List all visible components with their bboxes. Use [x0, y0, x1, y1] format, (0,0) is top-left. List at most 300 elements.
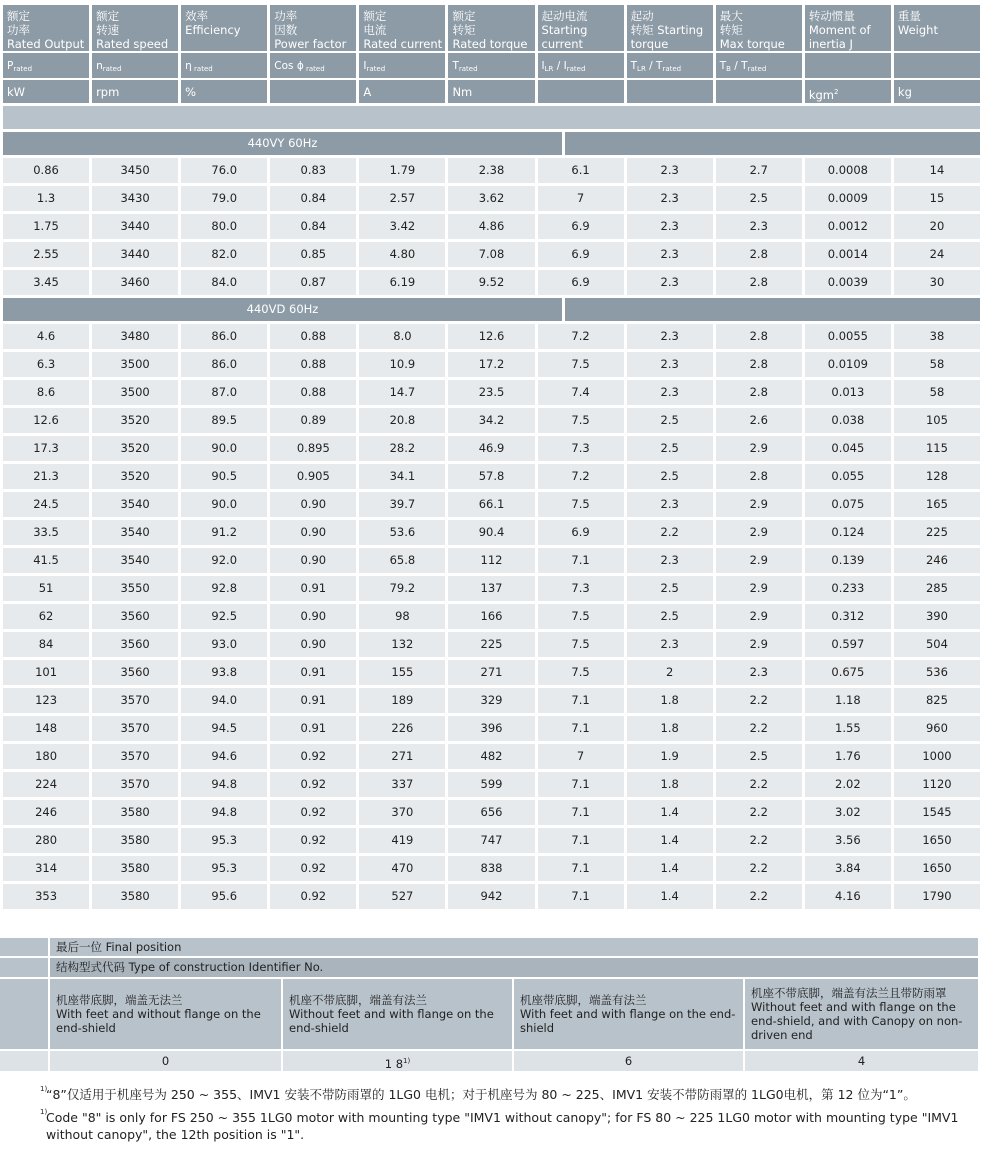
header-cn-label: 转动惯量 [808, 9, 855, 23]
table-cell: 0.045 [805, 436, 891, 461]
table-cell: 34.1 [359, 464, 445, 489]
table-cell: 92.8 [181, 576, 267, 601]
table-cell: 148 [3, 716, 89, 741]
table-cell: 246 [894, 548, 980, 573]
table-cell: 115 [894, 436, 980, 461]
table-cell: 3540 [92, 492, 178, 517]
table-cell: 6.1 [538, 158, 624, 183]
code-value: 1 8 [384, 1057, 404, 1071]
table-cell: 2.8 [716, 380, 802, 405]
table-cell: 2.7 [716, 158, 802, 183]
table-cell: 1.55 [805, 716, 891, 741]
table-cell: 57.8 [448, 464, 534, 489]
section-header [3, 132, 980, 155]
table-cell: 0.91 [270, 688, 356, 713]
table-cell: 86.0 [181, 324, 267, 349]
header-symbol-cell: $T_{rated}$ [448, 53, 534, 78]
table-cell: 2.3 [627, 242, 713, 267]
header-en-label: Rated torque [452, 37, 528, 51]
table-cell: 2.8 [716, 352, 802, 377]
table-cell: 62 [3, 604, 89, 629]
table-cell: 0.92 [270, 800, 356, 825]
table-cell: 84 [3, 632, 89, 657]
option-en-label: Without feet and with flange on the end-shield, and with Canopy on non-driven end [751, 1000, 963, 1042]
table-cell: 8.0 [359, 324, 445, 349]
table-cell: 38 [894, 324, 980, 349]
table-cell: 14 [894, 158, 980, 183]
table-cell: 6.9 [538, 270, 624, 295]
table-cell: 33.5 [3, 520, 89, 545]
table-cell: 0.84 [270, 186, 356, 211]
table-cell: 86.0 [181, 352, 267, 377]
table-cell: 95.3 [181, 828, 267, 853]
header-cn-label: 额定 转矩 [452, 9, 476, 37]
table-cell: 0.895 [270, 436, 356, 461]
table-cell: 0.233 [805, 576, 891, 601]
table-cell: 246 [3, 800, 89, 825]
table-cell: 7.5 [538, 408, 624, 433]
table-cell: 137 [448, 576, 534, 601]
table-cell: 94.6 [181, 744, 267, 769]
table-row [3, 186, 980, 211]
table-cell: 280 [3, 828, 89, 853]
table-cell: 2.55 [3, 242, 89, 267]
table-cell: 91.2 [181, 520, 267, 545]
table-cell: 7.5 [538, 352, 624, 377]
header-unit-cell [538, 80, 624, 103]
table-cell: 2.8 [716, 270, 802, 295]
table-cell: 7.1 [538, 884, 624, 909]
header-unit-cell: A [359, 80, 445, 103]
header-cn-label: 额定 转速 [96, 9, 120, 37]
table-cell: 225 [448, 632, 534, 657]
header-cn-label: 额定 功率 [7, 9, 30, 37]
symbol-subscript: rated [191, 65, 213, 73]
table-cell: 396 [448, 716, 534, 741]
table-cell: 58 [894, 352, 980, 377]
table-cell: 2 [627, 660, 713, 685]
table-cell: 94.5 [181, 716, 267, 741]
table-cell: 1.8 [627, 688, 713, 713]
table-cell: 7.3 [538, 576, 624, 601]
header-cell [181, 5, 267, 51]
table-cell: 0.90 [270, 604, 356, 629]
data-sections [3, 132, 980, 909]
table-cell: 2.3 [716, 660, 802, 685]
table-cell: 4.86 [448, 214, 534, 239]
header-cell [359, 5, 445, 51]
table-cell: 3540 [92, 520, 178, 545]
table-cell: 155 [359, 660, 445, 685]
table-cell: 224 [3, 772, 89, 797]
footnote-text: “8”仅适用于机座号为 250 ~ 355、IMV1 安装不带防雨罩的 1LG0 电机；对于机座号为 80 ~ 225、IMV1 安装不带防雨罩的 1LG0电机，第 12 位为“1”。 [46, 1087, 916, 1102]
table-cell: 92.0 [181, 548, 267, 573]
section-header-right [565, 298, 980, 321]
header-cn-label: 功率 因数 [274, 9, 298, 37]
table-cell: 1.79 [359, 158, 445, 183]
table-cell: 6.9 [538, 214, 624, 239]
table-cell: 0.0012 [805, 214, 891, 239]
header-cn-label: 最大 转矩 [719, 9, 743, 37]
table-cell: 51 [3, 576, 89, 601]
table-row [3, 548, 980, 573]
table-cell: 3570 [92, 716, 178, 741]
footnote [40, 1108, 996, 1143]
table-cell: 7.5 [538, 632, 624, 657]
table-cell: 825 [894, 688, 980, 713]
table-cell: 0.0014 [805, 242, 891, 267]
table-cell: 12.6 [3, 408, 89, 433]
header-row-symbols [3, 53, 980, 78]
table-cell: 123 [3, 688, 89, 713]
construction-code-value [283, 1051, 512, 1071]
table-cell: 0.83 [270, 158, 356, 183]
table-cell: 1.8 [627, 772, 713, 797]
table-cell: 2.8 [716, 242, 802, 267]
footnote-mark: 1) [40, 1085, 48, 1093]
symbol-subscript: rated [13, 65, 33, 73]
table-cell: 2.9 [716, 492, 802, 517]
table-cell: 2.2 [716, 856, 802, 881]
table-cell: 2.9 [716, 436, 802, 461]
table-cell: 7.4 [538, 380, 624, 405]
table-cell: 7.5 [538, 660, 624, 685]
table-cell: 419 [359, 828, 445, 853]
table-cell: 7.5 [538, 492, 624, 517]
table-cell: 3500 [92, 380, 178, 405]
table-row [3, 520, 980, 545]
table-cell: 89.5 [181, 408, 267, 433]
table-cell: 337 [359, 772, 445, 797]
header-en-label: Moment of inertia J [808, 23, 871, 51]
table-cell: 8.6 [3, 380, 89, 405]
table-cell: 1.4 [627, 884, 713, 909]
table-cell: 14.7 [359, 380, 445, 405]
option-en-label: With feet and without flange on the end-shield [56, 1007, 261, 1035]
table-cell: 1.9 [627, 744, 713, 769]
code-value: 4 [857, 1054, 866, 1068]
table-cell: 2.3 [627, 158, 713, 183]
table-cell: 53.6 [359, 520, 445, 545]
table-cell: 1545 [894, 800, 980, 825]
table-cell: 0.0009 [805, 186, 891, 211]
table-cell: 17.2 [448, 352, 534, 377]
table-cell: 2.38 [448, 158, 534, 183]
table-cell: 0.038 [805, 408, 891, 433]
table-cell: 0.91 [270, 716, 356, 741]
construction-code-value [50, 1051, 281, 1071]
table-cell: 7.1 [538, 856, 624, 881]
code-value: 6 [624, 1054, 633, 1068]
table-cell: 536 [894, 660, 980, 685]
header-unit-cell: kg [894, 80, 980, 103]
table-cell: 390 [894, 604, 980, 629]
symbol-subscript: rated [747, 65, 767, 73]
symbol-subscript: rated [102, 65, 122, 73]
header-en-label: 转矩 Starting torque [630, 23, 704, 51]
table-cell: 0.0109 [805, 352, 891, 377]
table-cell: 101 [3, 660, 89, 685]
table-row [3, 604, 980, 629]
table-row [3, 800, 980, 825]
table-cell: 7.1 [538, 548, 624, 573]
table-cell: 79.0 [181, 186, 267, 211]
table-cell: 1000 [894, 744, 980, 769]
table-cell: 3520 [92, 464, 178, 489]
table-cell: 2.9 [716, 576, 802, 601]
table-cell: 90.0 [181, 436, 267, 461]
table-cell: 0.91 [270, 576, 356, 601]
table-cell: 6.19 [359, 270, 445, 295]
table-cell: 2.5 [627, 604, 713, 629]
table-cell: 28.2 [359, 436, 445, 461]
construction-codes-row [0, 1051, 978, 1071]
symbol-subscript: B [726, 65, 731, 73]
table-cell: 6.9 [538, 520, 624, 545]
header-row-names [3, 5, 980, 51]
table-cell: 7 [538, 744, 624, 769]
table-cell: 271 [359, 744, 445, 769]
table-cell: 80.0 [181, 214, 267, 239]
table-cell: 3580 [92, 800, 178, 825]
table-cell: 17.3 [3, 436, 89, 461]
code-value: 0 [161, 1054, 170, 1068]
table-cell: 285 [894, 576, 980, 601]
table-cell: 3580 [92, 856, 178, 881]
table-cell: 3550 [92, 576, 178, 601]
table-cell: 1.4 [627, 828, 713, 853]
motor-data-table [3, 5, 980, 909]
table-row [3, 576, 980, 601]
table-cell: 2.5 [716, 186, 802, 211]
table-cell: 0.85 [270, 242, 356, 267]
header-unit-cell [270, 80, 356, 103]
table-cell: 3450 [92, 158, 178, 183]
table-cell: 3570 [92, 744, 178, 769]
section-header-right [565, 132, 980, 155]
table-cell: 21.3 [3, 464, 89, 489]
table-cell: 94.8 [181, 800, 267, 825]
table-cell: 105 [894, 408, 980, 433]
table-cell: 0.91 [270, 660, 356, 685]
table-cell: 93.0 [181, 632, 267, 657]
table-cell: 7.1 [538, 688, 624, 713]
header-en-label: Max torque [719, 37, 785, 51]
footnote-text: Code "8" is only for FS 250 ~ 355 1LG0 motor with mounting type "IMV1 without canopy"; for FS 80 ~ 225 1LG0 motor with mounting type "IMV1 without canopy", the 12th position is "1". [46, 1110, 959, 1142]
construction-option [514, 979, 743, 1049]
table-cell: 7.3 [538, 436, 624, 461]
table-cell: 599 [448, 772, 534, 797]
table-cell: 7 [538, 186, 624, 211]
table-cell: 90.0 [181, 492, 267, 517]
table-cell: 92.5 [181, 604, 267, 629]
table-row [3, 660, 980, 685]
table-row [3, 716, 980, 741]
table-cell: 3.02 [805, 800, 891, 825]
section-title: 440VD 60Hz [3, 298, 562, 321]
table-cell: 0.0055 [805, 324, 891, 349]
header-cn-label: 效率 [185, 9, 209, 23]
table-cell: 0.139 [805, 548, 891, 573]
table-cell: 3.45 [3, 270, 89, 295]
table-cell: 0.90 [270, 492, 356, 517]
table-cell: 2.5 [627, 576, 713, 601]
table-row [3, 688, 980, 713]
table-row [3, 884, 980, 909]
table-cell: 2.2 [716, 828, 802, 853]
symbol-subscript: rated [366, 65, 386, 73]
symbol-subscript: rated [662, 65, 682, 73]
table-cell: 314 [3, 856, 89, 881]
table-cell: 41.5 [3, 548, 89, 573]
table-cell: 7.5 [538, 604, 624, 629]
construction-code-value [745, 1051, 978, 1071]
header-unit-cell: kW [3, 80, 89, 103]
table-cell: 23.5 [448, 380, 534, 405]
table-cell: 93.8 [181, 660, 267, 685]
table-cell: 3540 [92, 548, 178, 573]
table-cell: 98 [359, 604, 445, 629]
section-title: 440VY 60Hz [3, 132, 562, 155]
option-cn-label: 机座不带底脚，端盖有法兰且带防雨罩 [751, 986, 947, 1000]
table-cell: 0.92 [270, 884, 356, 909]
construction-code-value [514, 1051, 743, 1071]
table-row [3, 492, 980, 517]
table-cell: 128 [894, 464, 980, 489]
table-cell: 2.3 [627, 214, 713, 239]
table-cell: 3580 [92, 828, 178, 853]
table-cell: 747 [448, 828, 534, 853]
table-cell: 76.0 [181, 158, 267, 183]
symbol-subscript: LR [637, 65, 646, 73]
header-unit-cell: Nm [448, 80, 534, 103]
table-cell: 0.88 [270, 352, 356, 377]
table-cell: 66.1 [448, 492, 534, 517]
header-cell [270, 5, 356, 51]
table-cell: 39.7 [359, 492, 445, 517]
table-cell: 189 [359, 688, 445, 713]
table-cell: 482 [448, 744, 534, 769]
table-cell: 0.84 [270, 214, 356, 239]
table-cell: 95.3 [181, 856, 267, 881]
table-cell: 24.5 [3, 492, 89, 517]
header-unit-cell [627, 80, 713, 103]
table-cell: 2.8 [716, 464, 802, 489]
table-cell: 1.3 [3, 186, 89, 211]
header-unit-cell: kgm$^2$ [805, 80, 891, 103]
table-cell: 2.8 [716, 324, 802, 349]
table-cell: 7.2 [538, 324, 624, 349]
header-unit-cell: rpm [92, 80, 178, 103]
table-cell: 166 [448, 604, 534, 629]
header-cell [538, 5, 624, 51]
table-cell: 3570 [92, 772, 178, 797]
table-cell: 7.08 [448, 242, 534, 267]
table-cell: 2.3 [627, 352, 713, 377]
table-cell: 226 [359, 716, 445, 741]
table-cell: 1.18 [805, 688, 891, 713]
table-cell: 3520 [92, 408, 178, 433]
table-cell: 2.5 [627, 408, 713, 433]
table-cell: 15 [894, 186, 980, 211]
table-cell: 1.4 [627, 800, 713, 825]
construction-option [50, 979, 281, 1049]
table-cell: 2.3 [627, 492, 713, 517]
table-cell: 0.88 [270, 380, 356, 405]
table-cell: 1.8 [627, 716, 713, 741]
table-cell: 470 [359, 856, 445, 881]
table-cell: 353 [3, 884, 89, 909]
table-cell: 0.124 [805, 520, 891, 545]
table-row [3, 352, 980, 377]
table-cell: 527 [359, 884, 445, 909]
table-cell: 4.80 [359, 242, 445, 267]
symbol-subscript: rated [458, 65, 478, 73]
table-cell: 2.2 [627, 520, 713, 545]
table-cell: 0.90 [270, 520, 356, 545]
header-symbol-cell: $P_{rated}$ [3, 53, 89, 78]
table-cell: 0.0039 [805, 270, 891, 295]
table-row [3, 828, 980, 853]
table-cell: 180 [3, 744, 89, 769]
table-cell: 2.9 [716, 548, 802, 573]
table-cell: 90.4 [448, 520, 534, 545]
table-cell: 2.3 [627, 380, 713, 405]
table-cell: 2.5 [716, 744, 802, 769]
table-row [3, 270, 980, 295]
symbol-subscript: rated [303, 65, 325, 73]
table-cell: 656 [448, 800, 534, 825]
table-cell: 3560 [92, 604, 178, 629]
table-cell: 7.1 [538, 772, 624, 797]
table-cell: 7.1 [538, 828, 624, 853]
table-cell: 94.0 [181, 688, 267, 713]
header-cell [92, 5, 178, 51]
option-en-label: Without feet and with flange on the end-shield [289, 1007, 494, 1035]
section-header [3, 298, 980, 321]
table-cell: 2.5 [627, 464, 713, 489]
table-cell: 0.92 [270, 828, 356, 853]
table-cell: 1.76 [805, 744, 891, 769]
table-cell: 2.3 [627, 632, 713, 657]
table-cell: 0.675 [805, 660, 891, 685]
header-en-label: Efficiency [185, 23, 241, 37]
table-cell: 4.16 [805, 884, 891, 909]
table-cell: 0.905 [270, 464, 356, 489]
table-cell: 2.57 [359, 186, 445, 211]
table-cell: 12.6 [448, 324, 534, 349]
table-row [3, 158, 980, 183]
table-cell: 3.84 [805, 856, 891, 881]
header-cell [448, 5, 534, 51]
table-cell: 942 [448, 884, 534, 909]
table-cell: 4.6 [3, 324, 89, 349]
header-en-label: Starting current [541, 23, 588, 51]
table-cell: 3560 [92, 632, 178, 657]
table-cell: 0.87 [270, 270, 356, 295]
table-cell: 1650 [894, 828, 980, 853]
table-cell: 1.4 [627, 856, 713, 881]
table-cell: 0.86 [3, 158, 89, 183]
table-cell: 2.3 [627, 186, 713, 211]
final-position-row [0, 938, 978, 956]
table-cell: 3460 [92, 270, 178, 295]
table-cell: 504 [894, 632, 980, 657]
table-row [3, 242, 980, 267]
table-cell: 0.92 [270, 744, 356, 769]
table-cell: 65.8 [359, 548, 445, 573]
table-cell: 58 [894, 380, 980, 405]
